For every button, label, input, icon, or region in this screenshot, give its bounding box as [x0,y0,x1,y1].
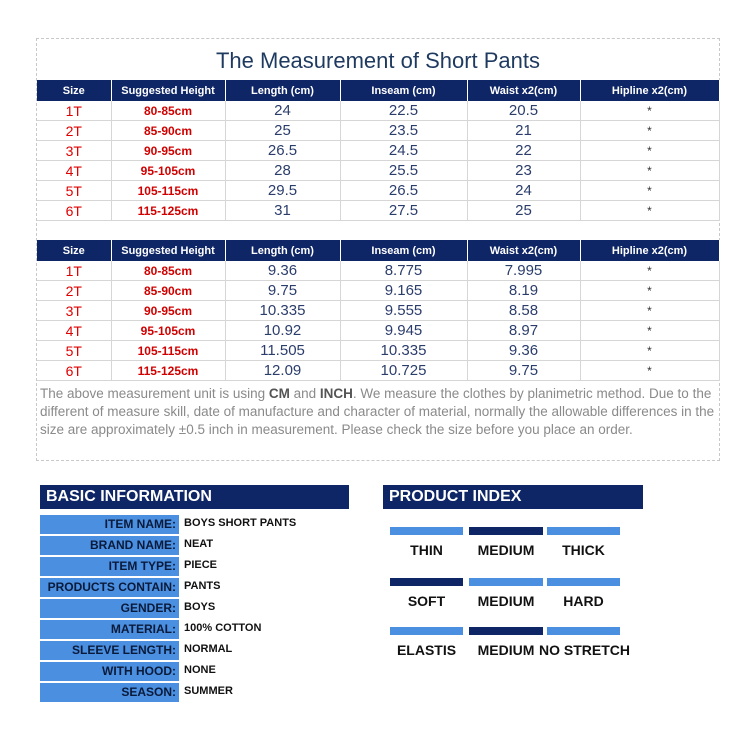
inseam-cell: 25.5 [340,161,467,181]
measurement-table-cm [37,80,720,221]
table-row [37,261,719,281]
info-value: PIECE [184,559,218,571]
height-cell: 115-125cm [111,361,225,381]
header-inseam: Inseam (cm) [340,240,467,261]
info-value: BOYS SHORT PANTS [184,517,297,529]
header-waist: Waist x2(cm) [467,80,580,101]
index-label: MEDIUM [477,642,535,658]
length-cell: 29.5 [225,181,340,201]
length-cell: 31 [225,201,340,221]
info-label: ITEM TYPE: [40,557,179,576]
index-bar-selected [390,578,463,586]
header-hipline: Hipline x2(cm) [580,240,719,261]
header-inseam: Inseam (cm) [340,80,467,101]
hipline-cell: * [580,261,719,281]
header-height: Suggested Height [111,240,225,261]
table-row [37,321,719,341]
product-index-heading: PRODUCT INDEX [383,485,643,509]
length-cell: 25 [225,121,340,141]
length-cell: 28 [225,161,340,181]
info-label: SLEEVE LENGTH: [40,641,179,660]
height-cell: 95-105cm [111,161,225,181]
note-unit-inch: INCH [319,386,353,401]
waist-cell: 20.5 [467,101,580,121]
info-label: PRODUCTS CONTAIN: [40,578,179,597]
index-label: ELASTIS [396,642,457,658]
table-row [37,141,719,161]
hipline-cell: * [580,301,719,321]
info-label: BRAND NAME: [40,536,179,555]
height-cell: 105-115cm [111,341,225,361]
waist-cell: 21 [467,121,580,141]
inseam-cell: 9.165 [340,281,467,301]
length-cell: 12.09 [225,361,340,381]
waist-cell: 8.58 [467,301,580,321]
size-cell: 2T [37,121,111,141]
length-cell: 9.36 [225,261,340,281]
hipline-cell: * [580,141,719,161]
index-label: MEDIUM [477,542,535,558]
height-cell: 90-95cm [111,141,225,161]
height-cell: 105-115cm [111,181,225,201]
length-cell: 10.92 [225,321,340,341]
waist-cell: 24 [467,181,580,201]
index-label: THICK [562,542,605,558]
hipline-cell: * [580,181,719,201]
length-cell: 24 [225,101,340,121]
index-bar [469,578,543,586]
info-value: 100% COTTON [184,622,262,634]
note-text: . We measure the clothes by planimetric method. Due to the different of measure skill, date of manufacture and character of material, normally the allowable differences in the size are approximately ±0.5 inch in measurement. Please check the size before you place an order. [40,386,715,437]
header-length: Length (cm) [225,80,340,101]
waist-cell: 25 [467,201,580,221]
info-label: WITH HOOD: [40,662,179,681]
table-row [37,201,719,221]
header-size: Size [37,80,111,101]
hipline-cell: * [580,161,719,181]
size-cell: 3T [37,141,111,161]
note-text: The above measurement unit is using [40,386,269,401]
size-cell: 5T [37,181,111,201]
header-height: Suggested Height [111,80,225,101]
height-cell: 80-85cm [111,101,225,121]
index-label: THIN [410,542,443,558]
size-cell: 1T [37,261,111,281]
info-value: SUMMER [184,685,233,697]
size-cell: 1T [37,101,111,121]
inseam-cell: 9.555 [340,301,467,321]
measurement-note [40,385,720,439]
page-title: The Measurement of Short Pants [215,48,541,73]
size-cell: 4T [37,161,111,181]
hipline-cell: * [580,201,719,221]
table-row [37,361,719,381]
inseam-cell: 26.5 [340,181,467,201]
info-label: ITEM NAME: [40,515,179,534]
waist-cell: 8.19 [467,281,580,301]
index-bar [547,527,620,535]
header-hipline: Hipline x2(cm) [580,80,719,101]
info-label: MATERIAL: [40,620,179,639]
index-label: SOFT [407,593,446,609]
table-row [37,101,719,121]
info-value: PANTS [184,580,221,592]
table-row [37,181,719,201]
table-row [37,161,719,181]
info-value: NORMAL [184,643,233,655]
inseam-cell: 9.945 [340,321,467,341]
index-bar [547,627,620,635]
length-cell: 9.75 [225,281,340,301]
length-cell: 10.335 [225,301,340,321]
info-value: BOYS [184,601,216,613]
height-cell: 90-95cm [111,301,225,321]
index-bar [390,627,463,635]
size-cell: 4T [37,321,111,341]
size-cell: 6T [37,201,111,221]
info-label: SEASON: [40,683,179,702]
hipline-cell: * [580,321,719,341]
info-value: NONE [184,664,216,676]
info-label: GENDER: [40,599,179,618]
inseam-cell: 23.5 [340,121,467,141]
table-row [37,301,719,321]
info-value: NEAT [184,538,214,550]
header-size: Size [37,240,111,261]
inseam-cell: 10.725 [340,361,467,381]
hipline-cell: * [580,101,719,121]
hipline-cell: * [580,281,719,301]
size-cell: 5T [37,341,111,361]
height-cell: 85-90cm [111,121,225,141]
measurement-table-inch [37,240,720,381]
table-row [37,281,719,301]
hipline-cell: * [580,121,719,141]
index-bar-selected [469,527,543,535]
header-length: Length (cm) [225,240,340,261]
hipline-cell: * [580,361,719,381]
index-bar-selected [469,627,543,635]
length-cell: 11.505 [225,341,340,361]
inseam-cell: 10.335 [340,341,467,361]
header-waist: Waist x2(cm) [467,240,580,261]
height-cell: 115-125cm [111,201,225,221]
size-cell: 6T [37,361,111,381]
length-cell: 26.5 [225,141,340,161]
waist-cell: 23 [467,161,580,181]
size-cell: 3T [37,301,111,321]
size-cell: 2T [37,281,111,301]
index-bar [547,578,620,586]
inseam-cell: 24.5 [340,141,467,161]
table-row [37,121,719,141]
waist-cell: 9.75 [467,361,580,381]
index-label: MEDIUM [477,593,535,609]
inseam-cell: 27.5 [340,201,467,221]
note-unit-cm: CM [268,386,290,401]
note-text: and [289,386,320,401]
index-bar [390,527,463,535]
index-label: HARD [563,593,604,609]
waist-cell: 9.36 [467,341,580,361]
height-cell: 80-85cm [111,261,225,281]
basic-info-heading: BASIC INFORMATION [40,485,349,509]
hipline-cell: * [580,341,719,361]
inseam-cell: 8.775 [340,261,467,281]
waist-cell: 8.97 [467,321,580,341]
inseam-cell: 22.5 [340,101,467,121]
table-row [37,341,719,361]
height-cell: 85-90cm [111,281,225,301]
height-cell: 95-105cm [111,321,225,341]
index-label: NO STRETCH [539,642,630,658]
waist-cell: 7.995 [467,261,580,281]
waist-cell: 22 [467,141,580,161]
